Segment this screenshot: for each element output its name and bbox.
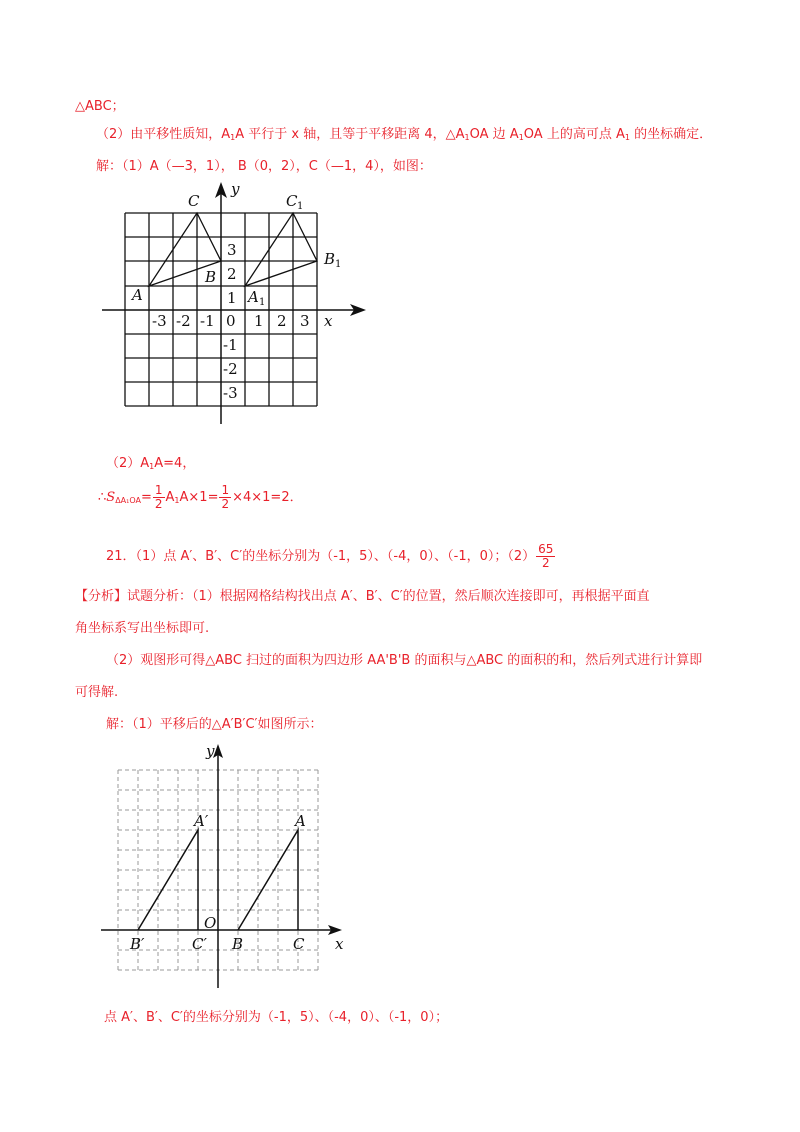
label-c: C (188, 192, 200, 210)
line-7: 【分析】试题分析：（1）根据网格结构找出点 A′、B′、C′的位置，然后顺次连接即可，再根据平面直 (75, 589, 650, 604)
fraction-denominator: 2 (541, 556, 550, 570)
subscript: 1 (518, 133, 524, 142)
fraction-denominator: 2 (221, 497, 230, 511)
line-10: 可得解. (75, 685, 119, 700)
line-2-a: （2）由平移性质知，A (96, 127, 231, 142)
coordinate-graph-2 (98, 738, 358, 993)
tick-x-1: 1 (254, 312, 264, 330)
label-o: O (204, 914, 217, 932)
line-1: △ABC； (75, 99, 125, 114)
line-5-mid2: A×1= (179, 490, 219, 505)
subscript: 1 (230, 133, 236, 142)
label-y: y (206, 742, 215, 760)
line-2-c: OA 边 A (469, 127, 519, 142)
line-6 (106, 540, 556, 574)
tick-x-m3: -3 (152, 312, 167, 330)
line-2 (96, 126, 712, 147)
label-x: x (335, 935, 344, 953)
tick-y-2: 2 (227, 265, 237, 283)
tick-y-m3: -3 (223, 384, 238, 402)
fraction-numerator: 1 (221, 483, 230, 497)
line-8: 角坐标系写出坐标即可. (75, 621, 210, 636)
label-b: B (205, 268, 217, 286)
line-9: （2）观图形可得△ABC 扫过的面积为四边形 AA'B'B 的面积与△ABC 的面积的和，然后列式进行计算即 (106, 653, 703, 668)
fraction-denominator: 2 (154, 497, 163, 511)
tick-x-m2: -2 (176, 312, 191, 330)
label-b: B (232, 935, 244, 953)
label-a-prime: A′ (194, 812, 209, 830)
line-2-d: OA 上的高可点 A (523, 127, 625, 142)
triangle-abc (238, 830, 298, 930)
coordinate-graph-1 (98, 178, 378, 428)
label-c: C (293, 935, 305, 953)
tick-x-2: 2 (277, 312, 287, 330)
subscript: 1 (149, 462, 155, 471)
line-4 (106, 455, 195, 476)
label-b1: B (324, 250, 336, 268)
line-4-a: （2）A (106, 456, 150, 471)
label-c1-sub: 1 (297, 201, 304, 212)
label-y: y (231, 180, 240, 198)
fraction-65-2 (536, 543, 555, 570)
line-3: 解：（1）A（—3，1）， B（0，2），C（—1，4），如图： (96, 159, 432, 174)
line-5 (98, 483, 303, 516)
label-b1-sub: 1 (335, 259, 342, 270)
subscript: 1 (624, 133, 630, 142)
line-12: 点 A′、B′、C′的坐标分别为（-1，5）、（-4，0）、（-1，0）； (104, 1010, 449, 1025)
tick-x-3: 3 (300, 312, 310, 330)
subscript: 1 (464, 133, 470, 142)
label-c1: C (286, 192, 298, 210)
equals: = (140, 490, 152, 505)
fraction-half (153, 484, 165, 511)
label-a: A (132, 286, 143, 304)
fraction-numerator: 1 (154, 483, 163, 497)
line-2-b: A 平行于 x 轴，且等于平移距离 4，△A (235, 127, 465, 142)
tick-y-m1: -1 (223, 336, 238, 354)
label-b-prime: B′ (130, 935, 145, 953)
label-x: x (324, 312, 333, 330)
line-5-end: ×4×1=2． (232, 490, 303, 505)
area-subscript: ΔA₁OA (115, 496, 141, 505)
fraction-half-2 (219, 484, 231, 511)
line-6-text: 21．（1）点 A′、B′、C′的坐标分别为（-1，5）、（-4，0）、（-1，0）；（2） (106, 549, 536, 564)
triangle-a1b1c1 (245, 213, 317, 286)
label-a1: A (248, 288, 259, 306)
tick-x-m1: -1 (200, 312, 215, 330)
triangle-a-prime (138, 830, 198, 930)
label-c-prime: C′ (192, 935, 207, 953)
label-a: A (295, 812, 306, 830)
tick-origin: 0 (226, 312, 236, 330)
line-11: 解：（1）平移后的△A′B′C′如图所示： (106, 717, 323, 732)
subscript: 1 (174, 496, 180, 505)
line-2-e: 的坐标确定． (629, 127, 713, 142)
line-5-mid: A (165, 490, 175, 505)
tick-y-m2: -2 (223, 360, 238, 378)
tick-y-1: 1 (227, 289, 237, 307)
label-a1-sub: 1 (259, 297, 266, 308)
area-symbol: S (106, 490, 116, 505)
fraction-numerator: 65 (538, 542, 554, 556)
line-4-b: A=4， (154, 456, 196, 471)
tick-y-3: 3 (227, 241, 237, 259)
therefore: ∴ (98, 490, 107, 505)
